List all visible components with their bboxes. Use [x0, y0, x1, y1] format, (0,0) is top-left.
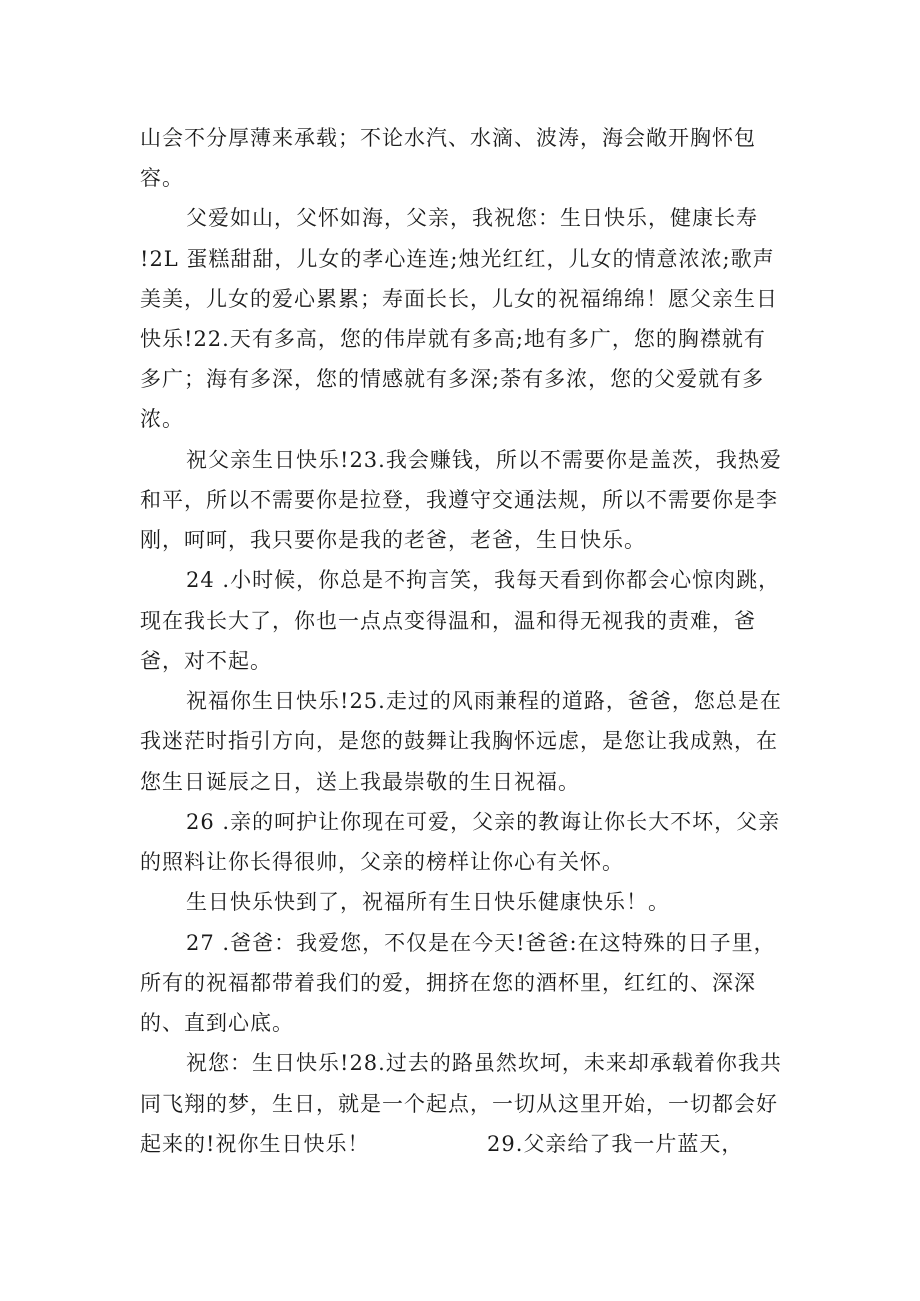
- text-line: 爸，对不起。: [140, 649, 272, 673]
- text-line: 您生日诞辰之日，送上我最崇敬的生日祝福。: [140, 770, 580, 794]
- text-line: 祝福你生日快乐!25.走过的风雨兼程的道路，爸爸，您总是在: [186, 689, 782, 713]
- text-line: 27 .爸爸：我爱您，不仅是在今天!爸爸:在这特殊的日子里，: [186, 931, 776, 955]
- text-line: 美美，儿女的爱心累累；寿面长长，儿女的祝福绵绵！愿父亲生日: [140, 287, 778, 311]
- text-line: 浓。: [140, 407, 184, 431]
- text-line: 快乐!22.天有多高，您的伟岸就有多高;地有多广，您的胸襟就有: [140, 327, 766, 351]
- text-line: 我迷茫时指引方向，是您的鼓舞让我胸怀远虑，是您让我成熟，在: [140, 729, 778, 753]
- text-line: 祝父亲生日快乐!23.我会赚钱，所以不需要你是盖茨，我热爱: [186, 448, 782, 472]
- text-line: 起来的!祝你生日快乐！: [140, 1132, 370, 1156]
- text-line: 现在我长大了，你也一点点变得温和，温和得无视我的责难，爸: [140, 609, 756, 633]
- text-line: 山会不分厚薄来承载；不论水汽、水滴、波涛，海会敞开胸怀包: [140, 126, 756, 150]
- text-line: 和平，所以不需要你是拉登，我遵守交通法规，所以不需要你是李: [140, 488, 778, 512]
- text-line: 26 .亲的呵护让你现在可爱，父亲的教诲让你长大不坏，父亲: [186, 810, 781, 834]
- text-line: 容。: [140, 166, 184, 190]
- text-line: 同飞翔的梦，生日，就是一个起点，一切从这里开始，一切都会好: [140, 1092, 778, 1116]
- text-line: !2L 蛋糕甜甜，儿女的孝心连连;烛光红红，儿女的情意浓浓;歌声: [140, 247, 775, 271]
- text-line: 的、直到心底。: [140, 1011, 294, 1035]
- text-line: 父爱如山，父怀如海，父亲，我祝您：生日快乐，健康长寿: [186, 206, 758, 230]
- text-line: 祝您：生日快乐!28.过去的路虽然坎坷，未来却承载着你我共: [186, 1051, 782, 1075]
- text-line: 所有的祝福都带着我们的爱，拥挤在您的酒杯里，红红的、深深: [140, 971, 756, 995]
- text-line: 的照料让你长得很帅，父亲的榜样让你心有关怀。: [140, 850, 624, 874]
- text-line: 生日快乐快到了，祝福所有生日快乐健康快乐！。: [186, 890, 670, 914]
- text-line: 多广；海有多深，您的情感就有多深;荼有多浓，您的父爱就有多: [140, 367, 765, 391]
- text-line: 刚，呵呵，我只要你是我的老爸，老爸，生日快乐。: [140, 528, 646, 552]
- text-line: 29.父亲给了我一片蓝天，: [487, 1132, 744, 1156]
- text-line: 24 .小时候，你总是不拘言笑，我每天看到你都会心惊肉跳，: [186, 568, 781, 592]
